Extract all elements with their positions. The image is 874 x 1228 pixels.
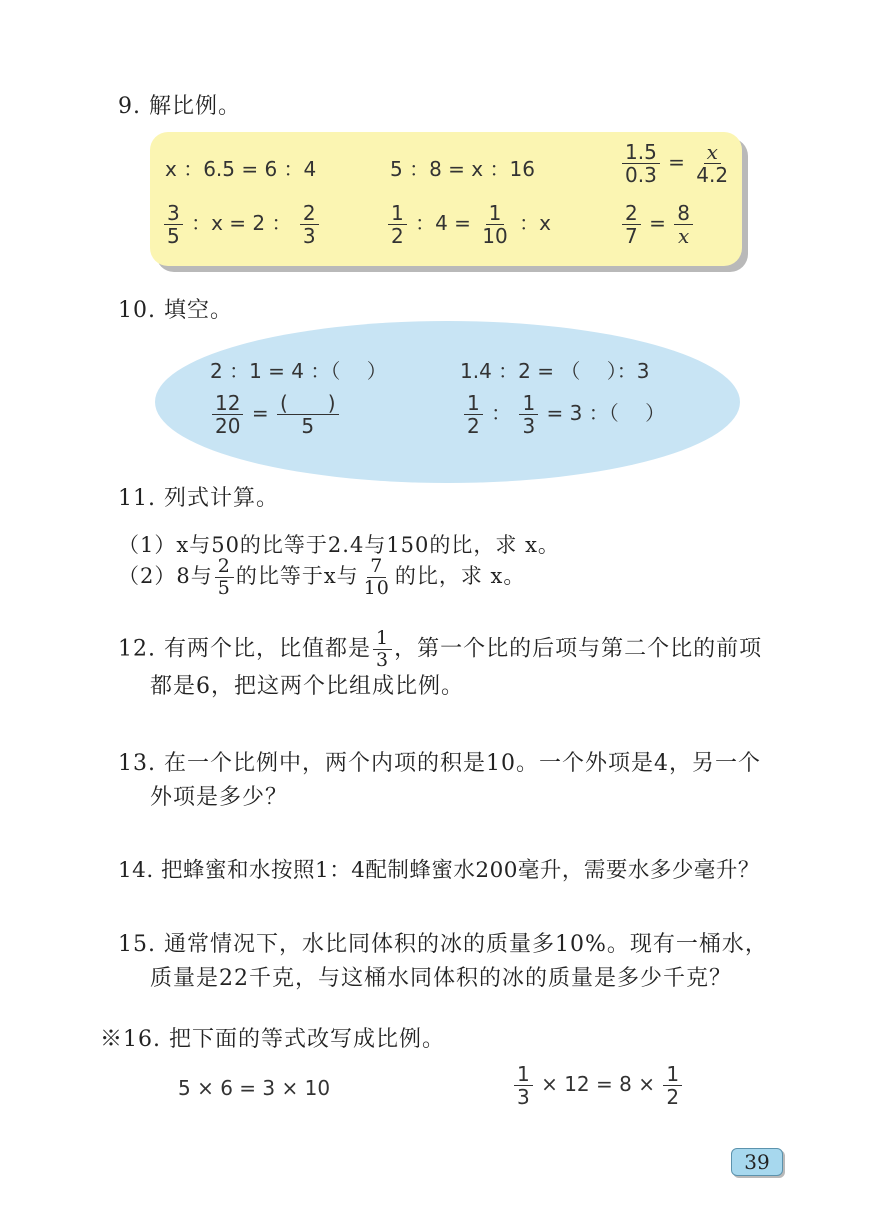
q13-line2: 外项是多少？ [150, 785, 289, 810]
frac-numerator: 8 [674, 202, 693, 225]
frac-numerator: 2 [622, 202, 641, 225]
frac-numerator: 12 [212, 392, 243, 415]
q9-eq4 [162, 202, 321, 247]
frac-denominator: x [677, 224, 690, 248]
frac-numerator: 1 [373, 628, 392, 650]
q9-eq2: 5 ：8 = x ：16 [390, 157, 535, 181]
blank-numerator: ( ) [277, 392, 339, 415]
q11-part1: （1）x与50的比等于2.4与150的比，求 x。 [118, 533, 560, 557]
q12-line1 [118, 628, 762, 671]
frac-denominator: 10 [363, 576, 390, 599]
frac-denominator: 2 [467, 414, 480, 438]
q10-eq4 [462, 392, 665, 437]
q9-eq1: x ：6.5 = 6 ：4 [165, 157, 317, 181]
equals-sign: = [649, 211, 666, 235]
ratio-sign: ： [491, 401, 512, 425]
frac-denominator: 2 [391, 224, 404, 248]
q9-eq3 [620, 141, 733, 186]
frac-numerator: 1.5 [622, 141, 660, 164]
frac-numerator: 1 [388, 202, 407, 225]
q11-part2-a: （2）8与 [118, 563, 213, 588]
frac-numerator: 3 [164, 202, 183, 225]
q11-part2-c: 的比，求 x。 [394, 563, 526, 588]
frac-denominator: 3 [522, 414, 536, 438]
q10-eq2: 1.4 ：2 = （ ）：3 [460, 359, 650, 383]
frac-numerator: 2 [215, 556, 234, 578]
q16-eq1: 5 × 6 = 3 × 10 [178, 1076, 331, 1100]
frac-numerator: 1 [519, 392, 538, 415]
q16-eq2 [512, 1063, 684, 1108]
eq-middle: ：4 = [415, 211, 471, 235]
q12-text-a: 12. 有两个比，比值都是 [118, 636, 371, 662]
eq-tail: ：x [519, 211, 551, 235]
frac-numerator: 1 [514, 1063, 533, 1086]
frac-denominator: 3 [302, 224, 316, 248]
q13-line1: 13. 在一个比例中，两个内项的积是10。一个外项是4，另一个 [118, 751, 761, 776]
q11-part2 [118, 556, 525, 599]
q12-line2: 都是6，把这两个比组成比例。 [150, 674, 464, 699]
frac-numerator: 1 [486, 202, 505, 225]
q14-line1: 14. 把蜂蜜和水按照1：4配制蜂蜜水200毫升，需要水多少毫升？ [118, 858, 760, 883]
q10-eq3 [210, 392, 341, 437]
eq-tail: = 3 ：（ ） [546, 401, 666, 425]
page-number-badge: 39 [731, 1148, 783, 1176]
frac-numerator: 7 [367, 556, 386, 578]
frac-denominator: 2 [666, 1085, 680, 1109]
q11-title: 11. 列式计算。 [118, 486, 279, 511]
frac-denominator: 4.2 [696, 163, 729, 187]
frac-denominator: 20 [215, 414, 241, 438]
frac-numerator: x [704, 141, 721, 164]
q16-title: ※16. 把下面的等式改写成比例。 [100, 1027, 445, 1052]
q15-line1: 15. 通常情况下，水比同体积的冰的质量多10%。现有一桶水， [118, 932, 768, 957]
eq-middle: × 12 = 8 × [541, 1072, 655, 1096]
equals-sign: = [251, 401, 269, 425]
equals-sign: = [668, 150, 685, 174]
q9-title: 9. 解比例。 [118, 94, 241, 119]
q15-line2: 质量是22千克，与这桶水同体积的冰的质量是多少千克？ [150, 966, 732, 991]
frac-denominator: 10 [482, 224, 508, 248]
q11-part2-b: 的比等于x与 [235, 563, 359, 588]
eq-middle: ：x = 2 ： [191, 211, 292, 235]
frac-denominator: 5 [301, 414, 315, 438]
q9-eq5 [386, 202, 551, 247]
frac-numerator: 1 [464, 392, 483, 415]
q12-text-b: ，第一个比的后项与第二个比的前项 [394, 636, 763, 662]
frac-denominator: 5 [167, 224, 180, 248]
frac-denominator: 3 [375, 648, 390, 671]
frac-denominator: 0.3 [625, 163, 657, 187]
frac-denominator: 5 [217, 576, 231, 599]
q10-title: 10. 填空。 [118, 298, 233, 323]
q10-eq1: 2 ：1 = 4 ：（ ） [210, 359, 387, 383]
frac-denominator: 3 [517, 1085, 530, 1109]
frac-numerator: 1 [663, 1063, 682, 1086]
frac-denominator: 7 [625, 224, 638, 248]
q9-eq6 [620, 202, 695, 247]
frac-numerator: 2 [300, 202, 319, 225]
